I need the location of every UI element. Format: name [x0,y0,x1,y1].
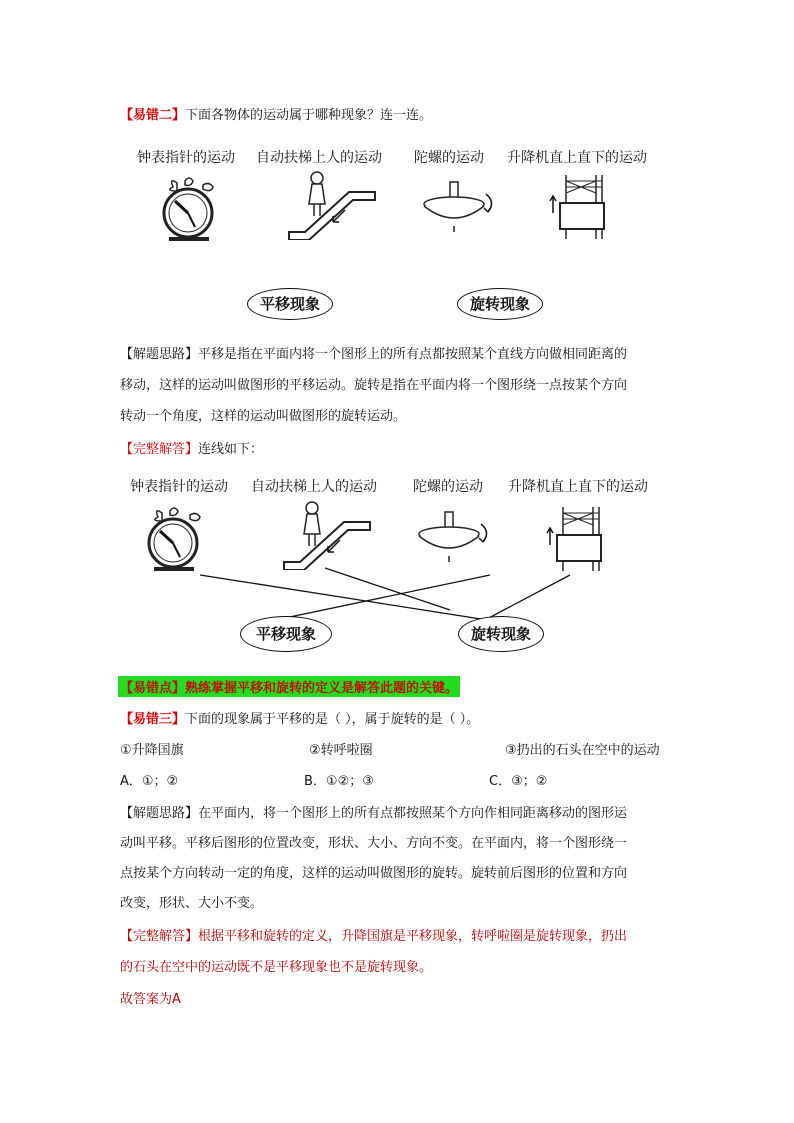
q3-tag: 【易错三】 [120,712,186,727]
q2-tag: 【易错二】 [120,108,186,123]
q3-analysis-3: 点按某个方向转动一定的角度，这样的运动叫做图形的旋转。旋转前后图形的位置和方向 [120,866,628,881]
caption2-elevator: 升降机直上直下的运动 [508,479,648,495]
q3-answer-line-1 [120,925,627,944]
q3-analysis-1: 在平面内，将一个图形上的所有点都按照某个方向作相同距离移动的图形运 [198,806,628,821]
oval2-rotation: 旋转现象 [458,616,544,652]
q3-option-a: A．①；② [120,774,179,789]
q2-answer: 连线如下： [198,442,264,457]
oval-rotation: 旋转现象 [457,288,543,320]
q2-analysis-2: 移动，这样的运动叫做图形的平移运动。旋转是指在平面内将一个图形绕一点按某个方向 [120,378,628,393]
q3-question: 下面的现象属于平移的是（ ），属于旋转的是（ ）。 [185,712,480,727]
q2-analysis-3: 转动一个角度，这样的运动叫做图形的旋转运动。 [120,409,407,424]
caption-elevator: 升降机直上直下的运动 [507,150,647,166]
q3-item-3: ③扔出的石头在空中的运动 [505,743,660,758]
q3-analysis-tag: 【解题思路】 [120,806,199,821]
q3-final: 故答案为A [120,992,181,1007]
q3-analysis-4: 改变，形状、大小不变。 [120,896,264,911]
oval-translation: 平移现象 [247,288,333,320]
q3-item-2: ②转呼啦圈 [309,743,373,758]
q3-analysis-line-1 [120,802,627,821]
error-point-tag: 【易错点】 [120,681,186,696]
q3-option-b: B．①②；③ [304,774,374,789]
oval2-translation: 平移现象 [240,616,332,652]
q3-option-c: C．③；② [489,774,548,789]
error-point-text: 熟练掌握平移和旋转的定义是解答此题的关键。 [185,681,459,696]
caption-escalator: 自动扶梯上人的运动 [256,150,382,166]
error-point-line [118,676,460,697]
q2-analysis-1: 平移是指在平面内将一个图形上的所有点都按照某个直线方向做相同距离的 [198,347,628,362]
caption-top: 陀螺的运动 [414,150,484,166]
q3-question-line [120,708,479,727]
q2-question: 下面各物体的运动属于哪种现象？连一连。 [185,108,433,123]
q3-item-1: ①升降国旗 [120,743,184,758]
q3-answer-tag: 【完整解答】 [120,929,199,944]
caption2-escalator: 自动扶梯上人的运动 [251,479,377,495]
caption2-top: 陀螺的运动 [413,479,483,495]
caption2-clock: 钟表指针的运动 [130,479,228,495]
q3-answer-1: 根据平移和旋转的定义，升降国旗是平移现象，转呼啦圈是旋转现象，扔出 [198,929,628,944]
q3-analysis-2: 动叫平移。平移后图形的位置改变，形状、大小、方向不变。在平面内，将一个图形绕一 [120,836,628,851]
q2-analysis-tag: 【解题思路】 [120,347,199,362]
caption-clock: 钟表指针的运动 [137,150,235,166]
q3-answer-2: 的石头在空中的运动既不是平移现象也不是旋转现象。 [120,960,433,975]
q2-answer-tag: 【完整解答】 [120,442,199,457]
